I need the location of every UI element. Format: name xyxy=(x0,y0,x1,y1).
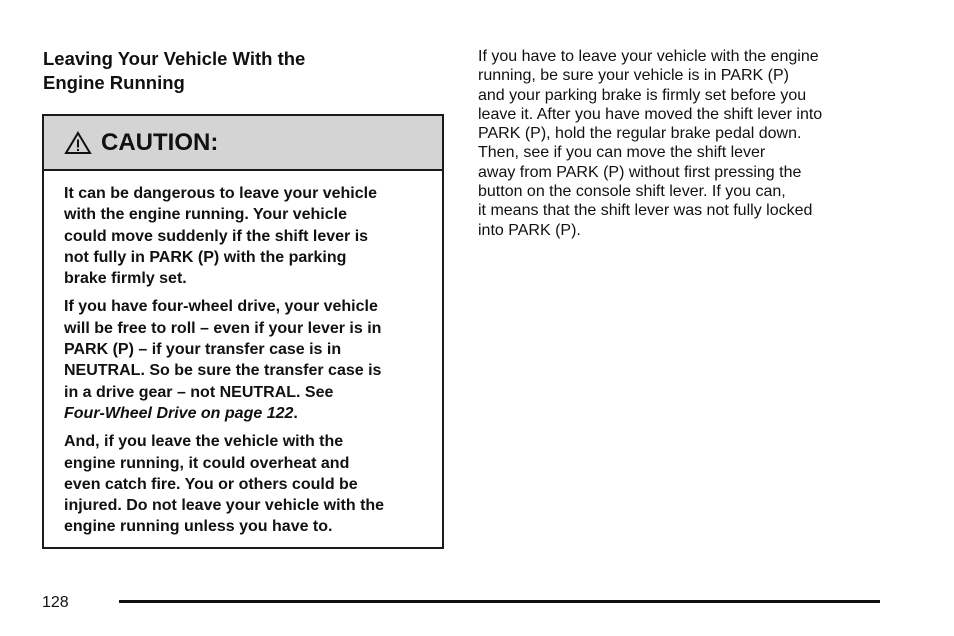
caution-line: If you have four-wheel drive, your vehicle xyxy=(64,298,378,316)
cross-reference: Four-Wheel Drive on page 122 xyxy=(64,404,294,422)
caution-paragraph xyxy=(64,296,428,424)
caution-box xyxy=(42,114,444,549)
caution-paragraph xyxy=(64,431,428,537)
body-line: leave it. After you have moved the shift lever into xyxy=(478,105,823,123)
caution-line xyxy=(64,403,428,424)
body-text xyxy=(478,47,878,240)
caution-line: injured. Do not leave your vehicle with the xyxy=(64,497,385,515)
caution-line: even catch fire. You or others could be xyxy=(64,475,358,493)
body-line: away from PARK (P) without first pressing the xyxy=(478,163,802,181)
page-number: 128 xyxy=(42,594,69,611)
caution-line: in a drive gear – not NEUTRAL. See xyxy=(64,383,334,401)
body-line: button on the console shift lever. If you can, xyxy=(478,183,786,201)
caution-line: NEUTRAL. So be sure the transfer case is xyxy=(64,362,382,380)
caution-line: could move suddenly if the shift lever is xyxy=(64,227,369,245)
body-line: running, be sure your vehicle is in PARK (P) xyxy=(478,67,789,85)
warning-triangle-icon xyxy=(64,131,92,155)
caution-line: engine running, it could overheat and xyxy=(64,454,350,472)
body-line: If you have to leave your vehicle with the engine xyxy=(478,48,819,65)
caution-paragraph xyxy=(64,183,428,289)
caution-line: PARK (P) – if your transfer case is in xyxy=(64,341,342,359)
body-line: Then, see if you can move the shift lever xyxy=(478,144,766,162)
heading-line: Leaving Your Vehicle With the xyxy=(43,48,306,69)
body-line: PARK (P), hold the regular brake pedal down. xyxy=(478,125,802,143)
caution-body xyxy=(44,171,442,538)
footer-rule xyxy=(119,600,880,603)
caution-line: not fully in PARK (P) with the parking xyxy=(64,248,347,266)
caution-line: will be free to roll – even if your lever is in xyxy=(64,319,382,337)
caution-line: engine running unless you have to. xyxy=(64,518,333,536)
caution-title: CAUTION: xyxy=(101,128,219,156)
caution-line: brake firmly set. xyxy=(64,270,187,288)
caution-header xyxy=(44,116,442,171)
body-line: it means that the shift lever was not fully locked xyxy=(478,202,813,220)
section-heading xyxy=(43,47,423,95)
caution-line: And, if you leave the vehicle with the xyxy=(64,433,344,451)
body-line: into PARK (P). xyxy=(478,221,581,239)
body-line: and your parking brake is firmly set before you xyxy=(478,86,807,104)
caution-line: It can be dangerous to leave your vehicle xyxy=(64,185,377,202)
caution-line: with the engine running. Your vehicle xyxy=(64,206,347,224)
heading-line: Engine Running xyxy=(43,72,185,93)
cross-reference-period: . xyxy=(293,404,298,422)
